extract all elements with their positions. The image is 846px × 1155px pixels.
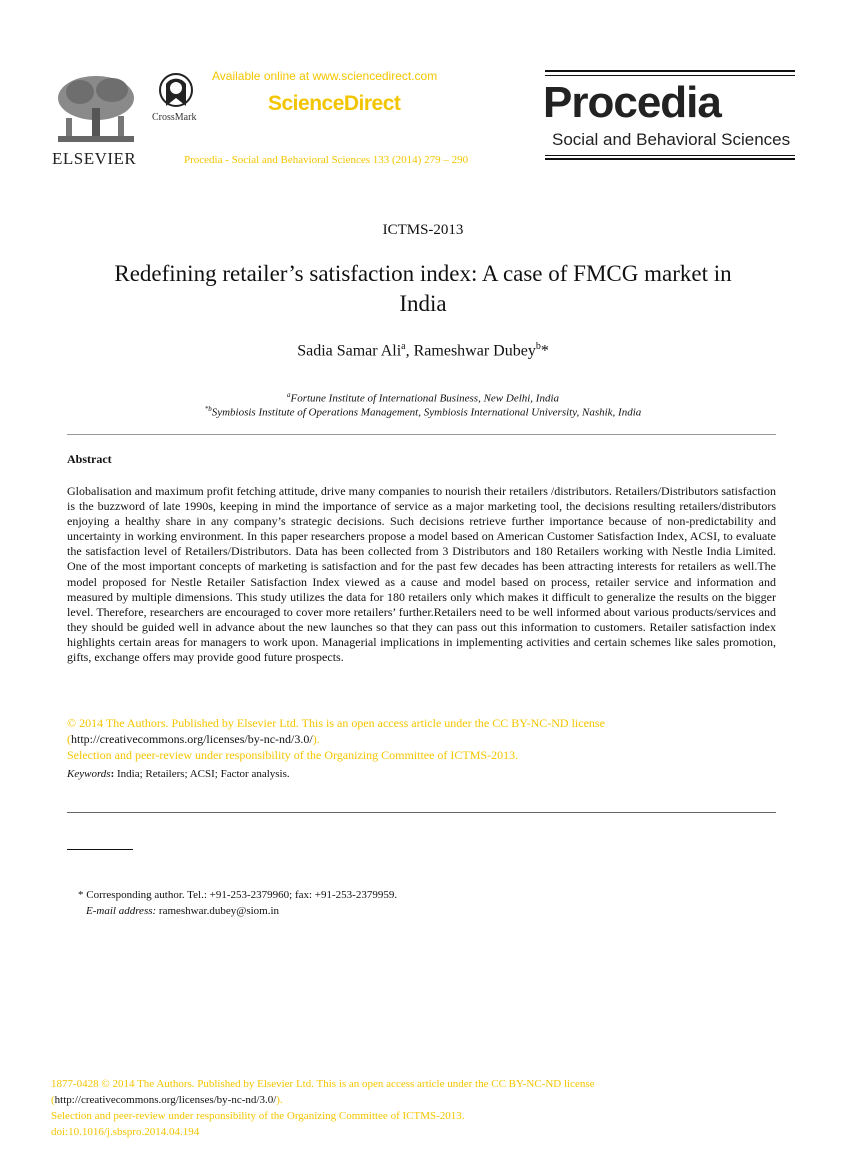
footer-license-link[interactable]: http://creativecommons.org/licenses/by-nc-nd/3.0/ — [54, 1094, 277, 1106]
abstract-heading: Abstract — [67, 452, 112, 466]
footer-license-url-line — [51, 1094, 283, 1106]
license-url-line — [67, 731, 320, 747]
title-line-2: India — [399, 291, 447, 316]
procedia-rule-top — [545, 70, 795, 72]
affiliation-b-text: Symbiosis Institute of Operations Management, Symbiosis International University, Nashik, India — [211, 406, 642, 419]
license-close-paren: ). — [312, 732, 320, 746]
keywords-label: Keywords — [67, 768, 111, 780]
abstract-body: Globalisation and maximum profit fetching attitude, drive many companies to nourish their retailers /distributors. Retailers/Distributors satisfaction is the buzzword of late 1990s, keeping in mind the importance of service as a major marketing tool, the decisions resulting retailers/distributors enjoying a healthy share in any company’s strategic decisions. Such decisions retrieve further importance because of non-predictability and uncertainty in working environment. In this paper researchers propose a model based on American Customer Satisfaction Index, ACSI, to evaluate the satisfaction level of Retailers/Distributors. Data has been collected from 3 Distributors and 180 Retailers working with Nestle India Limited. One of the most important concepts of marketing is satisfaction and for the past few decades has been attracting interests for retailers as well.The model proposed for Nestle Retailer Satisfaction Index viewed as a cause and model based on process, retailer service and information and measured by multiple dimensions. This study utilizes the data for 180 retailers only which makes it difficult to generalize the results on the bigger level. Therefore, researchers are encouraged to cover more retailers’ further.Retailers need to be well informed about various products/services and they should be guided well in advance about the new launches so that they can pass out this information to customers. Retailer satisfaction index highlights certain areas for managers to work upon. Managerial implications in implementing activities and certain schemes like sales promotion, gifts, exchange offers may provide good future prospects. — [67, 484, 776, 665]
procedia-brand-subtitle: Social and Behavioral Sciences — [552, 130, 791, 149]
author-2-affiliation: b — [535, 341, 541, 352]
abstract-bottom-rule — [67, 812, 776, 813]
corresponding-mark: * — [540, 342, 549, 360]
affiliation-a-text: Fortune Institute of International Business, New Delhi, India — [290, 392, 560, 405]
email-note — [86, 905, 279, 917]
available-online-text: Available online at www.sciencedirect.com — [212, 69, 438, 83]
authors — [0, 341, 846, 360]
footer-close-paren: ). — [276, 1094, 283, 1106]
keywords-list: India; Retailers; ACSI; Factor analysis. — [117, 768, 290, 780]
footer-peer-review: Selection and peer-review under responsibility of the Organizing Committee of ICTMS-2013. — [51, 1110, 465, 1122]
license-line: © 2014 The Authors. Published by Elsevier Ltd. This is an open access article under the CC BY-NC-ND license — [67, 716, 605, 730]
footnote-rule — [67, 849, 133, 850]
crossmark-icon[interactable] — [158, 72, 194, 112]
journal-citation: Procedia - Social and Behavioral Sciences 133 (2014) 279 – 290 — [184, 154, 469, 166]
corresponding-author-note: * Corresponding author. Tel.: +91-253-2379960; fax: +91-253-2379959. — [78, 889, 398, 901]
affiliation-a-mark: a — [286, 391, 291, 399]
procedia-rule-top-thin — [545, 75, 795, 76]
sciencedirect-logo: ScienceDirect — [268, 92, 401, 115]
procedia-rule-bottom-thin — [545, 155, 795, 156]
license-open-paren: ( — [67, 732, 71, 746]
author-2: , Rameshwar Dubey — [405, 342, 536, 360]
elsevier-tree-logo — [52, 72, 140, 148]
email-label: E-mail address: — [86, 905, 157, 917]
author-1-affiliation: a — [401, 341, 406, 352]
affiliation-b — [0, 405, 846, 419]
crossmark-label: CrossMark — [152, 112, 197, 123]
procedia-rule-bottom — [545, 158, 795, 160]
author-1: Sadia Samar Ali — [297, 342, 402, 360]
email-address[interactable]: rameshwar.dubey@siom.in — [158, 905, 280, 917]
peer-review-line: Selection and peer-review under responsibility of the Organizing Committee of ICTMS-2013. — [67, 748, 519, 762]
abstract-top-rule — [67, 434, 776, 435]
license-link[interactable]: http://creativecommons.org/licenses/by-nc-nd/3.0/ — [71, 732, 313, 746]
title-line-1: Redefining retailer’s satisfaction index: A case of FMCG market in — [114, 261, 732, 286]
affiliation-b-mark: *b — [204, 405, 212, 413]
paper-title — [60, 259, 786, 319]
conference-name: ICTMS-2013 — [382, 222, 464, 238]
publisher-name: ELSEVIER — [52, 149, 137, 168]
footer-issn-license: 1877-0428 © 2014 The Authors. Published by Elsevier Ltd. This is an open access article under the CC BY-NC-ND license — [51, 1078, 595, 1090]
affiliation-a — [0, 391, 846, 405]
footer-open-paren: ( — [51, 1094, 55, 1106]
footer-doi[interactable]: doi:10.1016/j.sbspro.2014.04.194 — [51, 1126, 200, 1138]
keywords: Keywords: India; Retailers; ACSI; Factor analysis. — [67, 768, 290, 780]
procedia-brand: Procedia — [543, 78, 721, 127]
